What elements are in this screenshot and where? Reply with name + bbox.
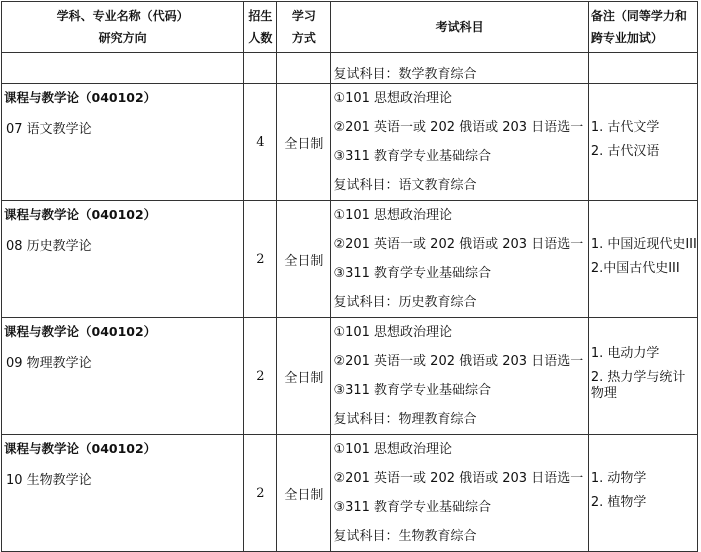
research-direction: 07 语文教学论	[6, 122, 92, 137]
header-subject-name	[2, 2, 244, 53]
empty-cell	[244, 53, 277, 84]
note-item: 1. 电动力学	[590, 346, 660, 361]
enrollment-count: 2	[244, 201, 277, 318]
program-name: 课程与教学论（040102）	[4, 441, 157, 456]
header-exam-subjects-label: 考试科目	[435, 20, 484, 34]
header-notes-line2: 跨专业加试）	[590, 31, 663, 45]
notes-cell	[588, 318, 697, 435]
header-exam-subjects	[331, 2, 588, 53]
note-item: 2.中国古代史III	[590, 261, 680, 276]
empty-cell	[2, 53, 244, 84]
program-name-cell	[2, 84, 244, 201]
retest-subject: 复试科目：生物教育综合	[333, 529, 477, 544]
previous-program-tail-row	[2, 53, 698, 84]
enrollment-count: 2	[244, 318, 277, 435]
exam-subjects	[331, 435, 588, 552]
study-mode: 全日制	[277, 435, 331, 552]
header-subject-name-line2: 研究方向	[98, 31, 147, 45]
exam-subject-language: ②201 英语一或 202 俄语或 203 日语选一	[333, 237, 584, 252]
program-row	[2, 318, 698, 435]
header-enrollment-line2: 人数	[248, 31, 273, 45]
retest-subject: 复试科目：语文教育综合	[333, 178, 477, 193]
exam-subject-politics: ①101 思想政治理论	[333, 325, 453, 340]
admissions-table	[1, 1, 698, 552]
header-study-mode-line2: 方式	[291, 31, 316, 45]
exam-subject-language: ②201 英语一或 202 俄语或 203 日语选一	[333, 354, 584, 369]
exam-subjects	[331, 84, 588, 201]
header-notes-line1: 备注（同等学力和	[590, 9, 687, 23]
note-item: 2. 植物学	[590, 495, 647, 510]
study-mode: 全日制	[277, 201, 331, 318]
empty-cell	[588, 53, 697, 84]
program-name: 课程与教学论（040102）	[4, 324, 157, 339]
header-notes	[588, 2, 697, 53]
header-study-mode-line1: 学习	[291, 9, 316, 23]
notes-cell	[588, 84, 697, 201]
notes-cell	[588, 435, 697, 552]
retest-subject: 复试科目：物理教育综合	[333, 412, 477, 427]
program-name-cell	[2, 201, 244, 318]
exam-subjects	[331, 201, 588, 318]
header-enrollment	[244, 2, 277, 53]
header-subject-name-line1: 学科、专业名称（代码）	[56, 9, 189, 23]
research-direction: 08 历史教学论	[6, 239, 92, 254]
program-name: 课程与教学论（040102）	[4, 90, 157, 105]
program-name: 课程与教学论（040102）	[4, 207, 157, 222]
program-name-cell	[2, 435, 244, 552]
exam-subject-education: ③311 教育学专业基础综合	[333, 266, 492, 281]
program-row	[2, 201, 698, 318]
note-item: 1. 中国近现代史III	[590, 237, 697, 252]
study-mode: 全日制	[277, 84, 331, 201]
exam-subject-politics: ①101 思想政治理论	[333, 208, 453, 223]
empty-cell	[277, 53, 331, 84]
note-item: 2. 热力学与统计物理	[590, 370, 686, 401]
exam-subject-education: ③311 教育学专业基础综合	[333, 500, 492, 515]
retest-subject: 复试科目：数学教育综合	[331, 53, 588, 84]
enrollment-count: 2	[244, 435, 277, 552]
study-mode: 全日制	[277, 318, 331, 435]
enrollment-count: 4	[244, 84, 277, 201]
exam-subject-politics: ①101 思想政治理论	[333, 442, 453, 457]
exam-subject-education: ③311 教育学专业基础综合	[333, 149, 492, 164]
header-enrollment-line1: 招生	[248, 9, 273, 23]
exam-subject-education: ③311 教育学专业基础综合	[333, 383, 492, 398]
notes-cell	[588, 201, 697, 318]
program-row	[2, 84, 698, 201]
exam-subject-language: ②201 英语一或 202 俄语或 203 日语选一	[333, 471, 584, 486]
exam-subject-politics: ①101 思想政治理论	[333, 91, 453, 106]
note-item: 1. 古代文学	[590, 120, 660, 135]
retest-subject: 复试科目：历史教育综合	[333, 295, 477, 310]
note-item: 2. 古代汉语	[590, 144, 660, 159]
program-name-cell	[2, 318, 244, 435]
program-row	[2, 435, 698, 552]
research-direction: 09 物理教学论	[6, 356, 92, 371]
exam-subject-language: ②201 英语一或 202 俄语或 203 日语选一	[333, 120, 584, 135]
header-row	[2, 2, 698, 53]
note-item: 1. 动物学	[590, 471, 647, 486]
research-direction: 10 生物教学论	[6, 473, 92, 488]
exam-subjects	[331, 318, 588, 435]
header-study-mode	[277, 2, 331, 53]
